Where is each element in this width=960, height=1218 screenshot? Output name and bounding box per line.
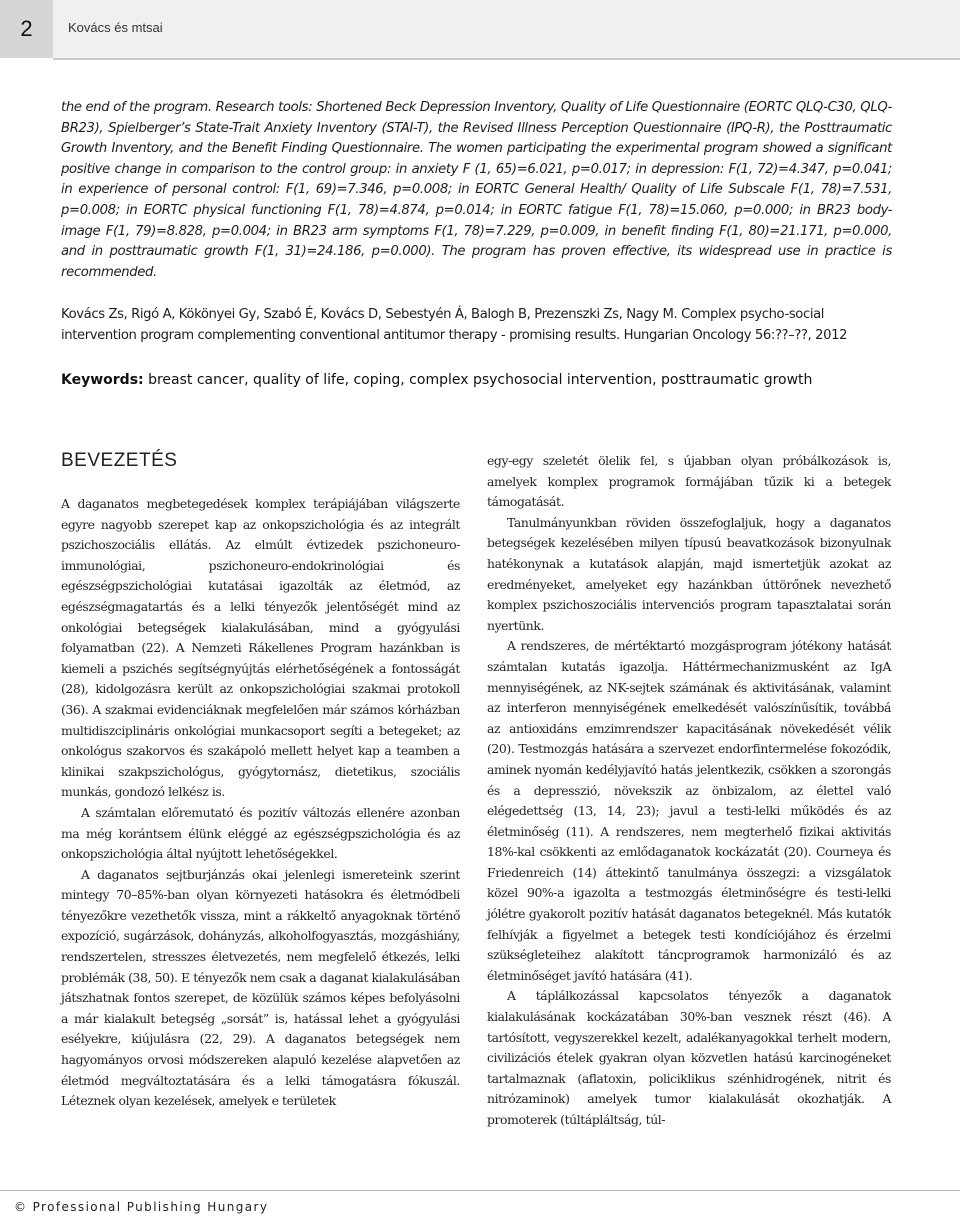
page-number: 2	[0, 0, 53, 58]
paragraph: Tanulmányunkban röviden összefoglaljuk, hogy a daganatos betegségek kezelésében milyen típusú beavatkozások bizonyulnak hatékonynak a kutatások alapján, majd ismertetjük azokat az eredményeket, amelyeket egy hazánkban úttörőnek nevezhető komplex pszichoszociális intervenciós program tapasztalatai során nyertünk.	[487, 514, 891, 633]
citation: Kovács Zs, Rigó A, Kökönyei Gy, Szabó É, Kovács D, Sebestyén Á, Balogh B, Prezenszki Zs, Nagy M. Complex psycho-social intervention program complementing conventional antitumor therapy - promising results. Hungarian Oncology 56:??–??, 2012	[61, 307, 848, 343]
keywords	[61, 370, 921, 390]
left-column	[61, 494, 460, 1112]
page-header	[0, 0, 960, 58]
running-head: Kovács és mtsai	[68, 20, 163, 35]
paragraph: A számtalan előremutató és pozitív változás ellenére azonban ma még korántsem élünk eléggé az egészségpszichológia és az onkopszichológia által nyújtott lehetőségekkel.	[61, 804, 460, 862]
paragraph: A daganatos megbetegedések komplex terápiájában világszerte egyre nagyobb szerepet kap az onkopszichológia és az integrált pszichoszociális ellátás. Az elmúlt évtizedek pszichoneuro-immunológiai, pszichoneuro-endokrinológiai és egészségpszichológiai kutatásai igazolták az életmód, az egészségmagatartás és a lelki tényezők jelentőségét mind az onkológiai betegségek kialakulásában, mind a gyógyulási folyamatban (22). A Nemzeti Rákellenes Program hazánkban is kiemeli a pszichés segítségnyújtás elérhetőségének a fontosságát (28), kidolgozásra került az onkopszichológiai szakmai protokoll (36). A szakmai evidenciáknak megfelelően már számos kórházban multidiszciplináris onkológiai munkacsoport segíti a betegeket; az onkológus szakorvos és szakápoló mellett helyet kap a teamben a klinikai szakpszichológus, gyógytornász, dietetikus, szociális munkás, gondozó lelkész is.	[61, 496, 460, 800]
abstract-text: the end of the program. Research tools: Shortened Beck Depression Inventory, Quality of Life Questionnaire (EORTC QLQ-C30, QLQ-BR23), Spielberger’s State-Trait Anxiety Inventory (STAI-T), the Revised Illness Perception Questionnaire (IPQ-R), the Posttraumatic Growth Inventory, and the Benefit Finding Questionnaire. The women participating the experimental program showed a significant positive change in comparison to the control group: in anxiety F (1, 65)=6.021, p=0.017; in depression: F(1, 72)=4.347, p=0.041; in experience of personal control: F(1, 69)=7.346, p=0.008; in EORTC General Health/ Quality of Life Subscale F(1, 78)=7.531, p=0.008; in EORTC physical functioning F(1, 78)=4.874, p=0.014; in EORTC fatigue F(1, 78)=15.060, p=0.000; in BR23 body-image F(1, 79)=8.828, p=0.004; in BR23 arm symptoms F(1, 78)=7.229, p=0.009, in benefit finding F(1, 80)=21.171, p=0.000, and in posttraumatic growth F(1, 31)=24.186, p=0.000). The program has proven effective, its widespread use in practice is recommended.	[61, 100, 892, 280]
paragraph: egy-egy szeletét ölelik fel, s újabban olyan próbálkozások is, amelyek komplex programok formájában tűzik ki a betegek támogatását.	[487, 453, 891, 510]
header-bar	[53, 0, 960, 60]
paragraph: A rendszeres, de mértéktartó mozgásprogram jótékony hatását számtalan kutatás igazolja. Háttérmechanizmusként az IgA mennyiségének, az NK-sejtek számának és aktivitásának, valamint az interferon mennyiségének emelkedését valószínűsítik, továbbá az antioxidáns emzimrendszer kapacitásának növekedését vélik (20). Testmozgás hatására a szervezet endorfintermelése fokozódik, aminek nyomán kedélyjavító hatás jelentkezik, csökken a szorongás és a depresszió, növekszik az önbizalom, az élettel való elégedettség (13, 14, 23); javul a testi-lelki működés és az életminőség (11). A rendszeres, nem megterhelő fizikai aktivitás 18%-kal csökkenti az emlődaganatok kockázatát (20). Courneya és Friedenreich (14) áttekintő tanulmánya összegzi: a vizsgálatok közel 90%-a igazolta a testmozgás életminőségre és testi-lelki jólétre gyakorolt pozitív hatását daganatos betegeknél. Más kutatók felhívják a figyelmet a betegek testi kondíciójához és érzelmi szükségleteihez alakított táncprogramok harmonizáló és az életminőséget javító hatására (41).	[487, 638, 891, 983]
paragraph: A táplálkozással kapcsolatos tényezők a daganatok kialakulásának kockázatában 30%-ban vesznek részt (46). A tartósított, vegyszerekkel kezelt, adalékanyagokkal terhelt modern, civilizációs ételek gyakran olyan közvetlen hatású karcinogéneket tartalmaznak (aflatoxin, policiklikus szénhidrogének, nitrit és nitrózaminok) amelyek tumor kialakulását okozhatják. A promoterek (túltápláltság, túl-	[487, 988, 891, 1127]
section-title: BEVEZETÉS	[61, 450, 178, 471]
paragraph: A daganatos sejtburjánzás okai jelenlegi ismereteink szerint mintegy 70–85%-ban olyan környezeti hatásokra és életmódbeli tényezőkre vezethetők vissza, mint a rákkeltő anyagoknak történő expozíció, sugárzások, dohányzás, alkoholfogyasztás, mozgáshiány, rendszertelen, stresszes életvezetés, nem megfelelő étkezés, lelki problémák (38, 50). E tényezők nem csak a daganat kialakulásában játszhatnak fontos szerepet, de közülük számos képes befolyásolni a már kialakult betegség „sorsát” is, hatással lehet a gyógyulási esélyekre, kiújulásra (22, 29). A daganatos betegségek nem hagyományos orvosi módszereken alapuló kezelése alapvetően az életmód megváltoztatására és a lelki támogatásra fókuszál. Léteznek olyan kezelések, amelyek e területek	[61, 866, 460, 1109]
copyright-notice: © Professional Publishing Hungary	[14, 1200, 269, 1214]
keywords-label: Keywords:	[61, 372, 144, 388]
page-footer	[0, 1190, 960, 1218]
right-column	[487, 451, 891, 1131]
keywords-text: breast cancer, quality of life, coping, complex psychosocial intervention, posttraumatic growth	[143, 372, 813, 388]
